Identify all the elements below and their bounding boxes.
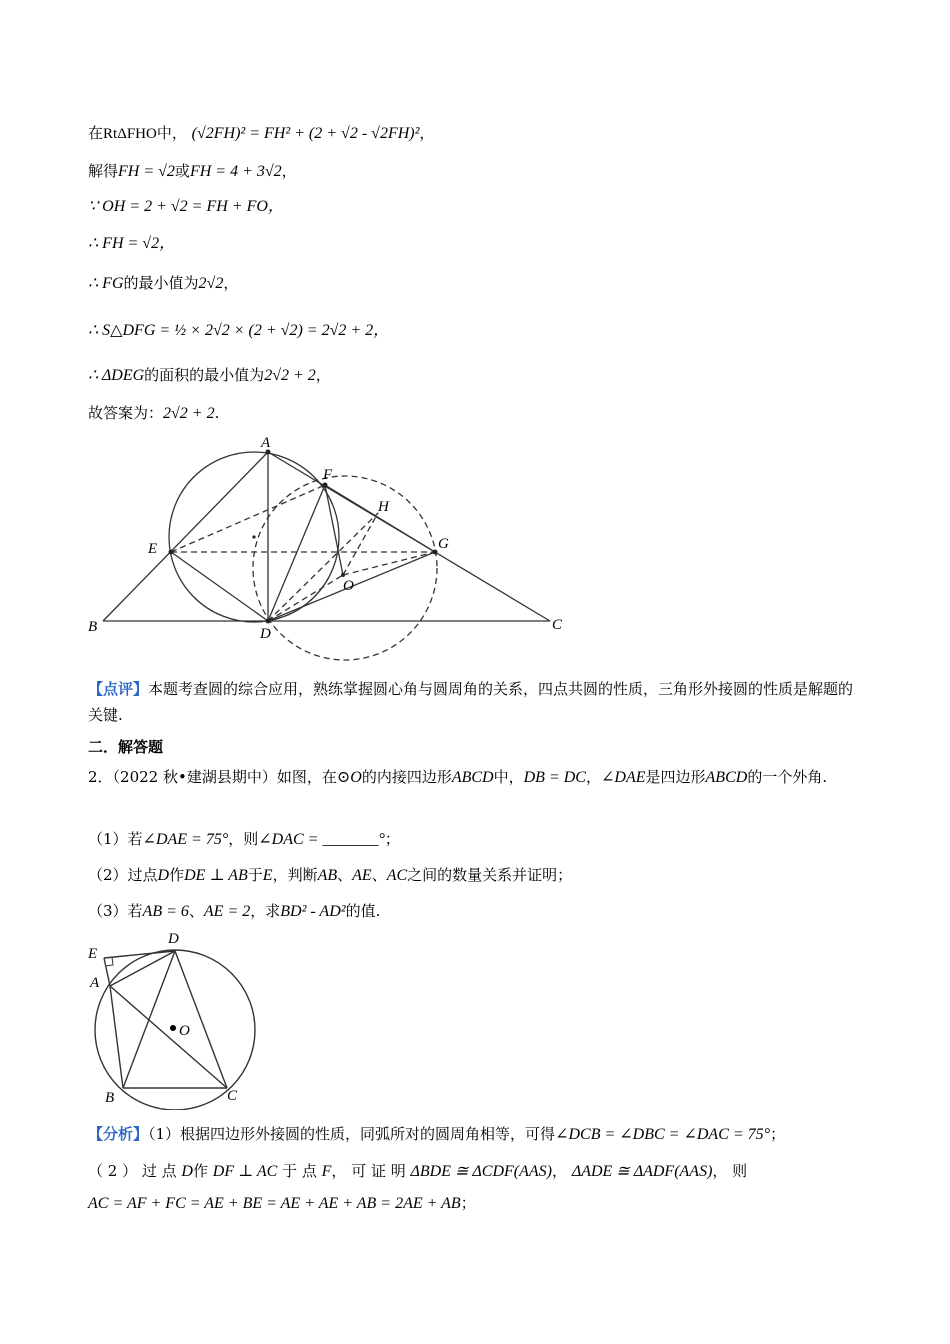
equation: ∴ FG (88, 275, 124, 292)
comment-tag: 【点评】 (88, 680, 149, 698)
point-f (323, 483, 328, 488)
equation: ∠DCB = ∠DBC = ∠DAC = 75° (555, 1126, 771, 1143)
text: 或 (174, 162, 190, 180)
value: 2√2 + 2 (264, 367, 316, 384)
equation: DB = DC (523, 769, 586, 786)
equation: ΔADE ≅ ΔADF(AAS) (571, 1163, 713, 1180)
label-a: A (261, 435, 271, 451)
symbol: ABCD (705, 769, 748, 786)
solution-line-3: ∵ OH = 2 + √2 = FH + FO， (88, 198, 284, 215)
question-3 (88, 900, 380, 923)
label-a: A (90, 975, 100, 991)
equation: AB = 6 (142, 903, 189, 920)
text: 、 (337, 866, 353, 884)
segment-ae (104, 958, 110, 986)
segment-do (268, 575, 343, 621)
solution-line-4: ∴ FH = √2， (88, 235, 176, 252)
text: 的最小值为 (123, 274, 199, 292)
comment-paragraph (88, 676, 863, 728)
symbol: ABCD (451, 769, 494, 786)
text: ， (585, 768, 601, 786)
equation: BD² - AD² (280, 903, 346, 920)
text: （2）过点 (88, 866, 158, 884)
solution-line-7 (88, 364, 331, 387)
equation: DF ⊥ AC (212, 1163, 278, 1180)
text: 故答案为： (88, 404, 164, 422)
text: （ 2 ） 过 点 (88, 1162, 177, 1180)
symbol: E (262, 867, 273, 884)
text: ； (384, 830, 400, 848)
text: 的面积的最小值为 (144, 366, 265, 384)
text: 之间的数量关系并证明； (407, 866, 573, 884)
segment-cd (175, 951, 227, 1088)
text: ，判断 (272, 866, 318, 884)
solution-line-1 (88, 122, 434, 145)
segment-ef (171, 485, 325, 552)
comment-text: 本题考查圆的综合应用，熟练掌握圆心角与圆周角的关系，四点共圆的性质，三角形外接圆的性质是解题的关键. (88, 680, 854, 724)
segment-ac (110, 986, 227, 1088)
label-c: C (227, 1088, 238, 1104)
symbol: D (157, 867, 170, 884)
triangle-name: RtΔFHO (103, 126, 157, 142)
label-c: C (552, 617, 563, 633)
symbol: AC (386, 867, 408, 884)
text: 作 (192, 1162, 208, 1180)
text: ， (552, 1162, 568, 1180)
text: ， (419, 124, 435, 142)
text: 、 (188, 902, 204, 920)
problem-2-stem (88, 764, 863, 791)
value: 2√2 + 2 (163, 405, 215, 422)
text: ， 则 (712, 1162, 748, 1180)
analysis-tag: 【分析】 (88, 1125, 149, 1143)
text: 于 点 (282, 1162, 317, 1180)
solution-line-6: ∴ S△DFG = ½ × 2√2 × (2 + √2) = 2√2 + 2， (88, 322, 390, 339)
text: ， (281, 162, 297, 180)
label-e: E (148, 541, 158, 557)
equation: ∴ ΔDEG (88, 367, 145, 384)
equation: (√2FH)² = FH² + (2 + √2 - √2FH)² (191, 125, 420, 142)
symbol: F (321, 1163, 332, 1180)
text: 解得 (88, 162, 119, 180)
segment-fg (325, 485, 435, 552)
label-d: D (168, 931, 179, 947)
label-f: F (323, 467, 333, 483)
answer-blank: ∠DAC = _______° (258, 831, 385, 848)
section-heading: 二．解答题 (88, 738, 164, 756)
circle-dfg (253, 476, 437, 660)
solution-line-2 (88, 160, 297, 183)
equation: ΔBDE ≅ ΔCDF(AAS) (410, 1163, 553, 1180)
text: 于 (247, 866, 263, 884)
equation: AE = 2 (203, 903, 251, 920)
point-g (433, 550, 438, 555)
symbol: ∠DAE (601, 769, 646, 786)
solution-line-5 (88, 272, 238, 295)
label-b: B (105, 1090, 115, 1106)
text: （1）若 (88, 830, 143, 848)
label-d: D (260, 626, 271, 642)
point-e (169, 550, 174, 555)
label-e: E (88, 946, 98, 962)
label-b: B (88, 619, 98, 635)
label-o: O (179, 1023, 190, 1039)
segment-ab (103, 452, 268, 621)
analysis-line-3 (88, 1192, 476, 1215)
value: 2√2 (198, 275, 224, 292)
geometry-figure-2 (80, 925, 280, 1110)
text: 中， (493, 768, 524, 786)
text: （3）若 (88, 902, 143, 920)
segment-oh (343, 513, 378, 575)
text: ，求 (250, 902, 281, 920)
label-o: O (343, 578, 354, 594)
text: （1）根据四边形外接圆的性质，同弧所对的圆周角相等，可得 (148, 1125, 556, 1143)
analysis-line-1 (88, 1123, 785, 1146)
label-g: G (438, 536, 449, 552)
point-o (341, 573, 345, 577)
text: ， 可 证 明 (331, 1162, 406, 1180)
text: ； (770, 1125, 786, 1143)
text: 中， (156, 124, 187, 142)
symbol: D (181, 1163, 193, 1180)
equation: FH = √2 (118, 163, 175, 180)
geometry-figure-1 (80, 430, 580, 670)
text: ， (223, 274, 239, 292)
equation: FH = 4 + 3√2 (189, 163, 282, 180)
text: . (214, 404, 220, 422)
equation: DE ⊥ AB (184, 867, 248, 884)
point-o (170, 1025, 176, 1031)
center-dot (252, 535, 255, 538)
segment-dh (268, 513, 378, 621)
segment-ab (110, 986, 123, 1088)
segment-bd (123, 951, 175, 1088)
text: 的内接四边形 (361, 768, 452, 786)
text: 是四边形 (645, 768, 706, 786)
solution-line-8 (88, 402, 219, 425)
symbol: AB (317, 867, 338, 884)
symbol: ⊙O (336, 769, 362, 786)
text: 的一个外角. (747, 768, 828, 786)
text: ； (460, 1194, 476, 1212)
text: 在 (88, 124, 104, 142)
text: 作 (169, 866, 185, 884)
equation: ∠DAE = 75° (142, 831, 229, 848)
text: 的值. (345, 902, 381, 920)
analysis-line-2 (88, 1160, 747, 1183)
equation: AC = AF + FC = AE + BE = AE + AE + AB = 2AE + AB (88, 1195, 461, 1212)
text: ，则 (228, 830, 259, 848)
question-1 (88, 828, 400, 851)
label-h: H (378, 499, 389, 515)
question-2 (88, 864, 572, 887)
text: 、 (371, 866, 387, 884)
text: 2．（2022 秋•建湖县期中）如图，在 (88, 768, 337, 786)
symbol: AE (352, 867, 372, 884)
point-d (266, 619, 271, 624)
text: ， (315, 366, 331, 384)
